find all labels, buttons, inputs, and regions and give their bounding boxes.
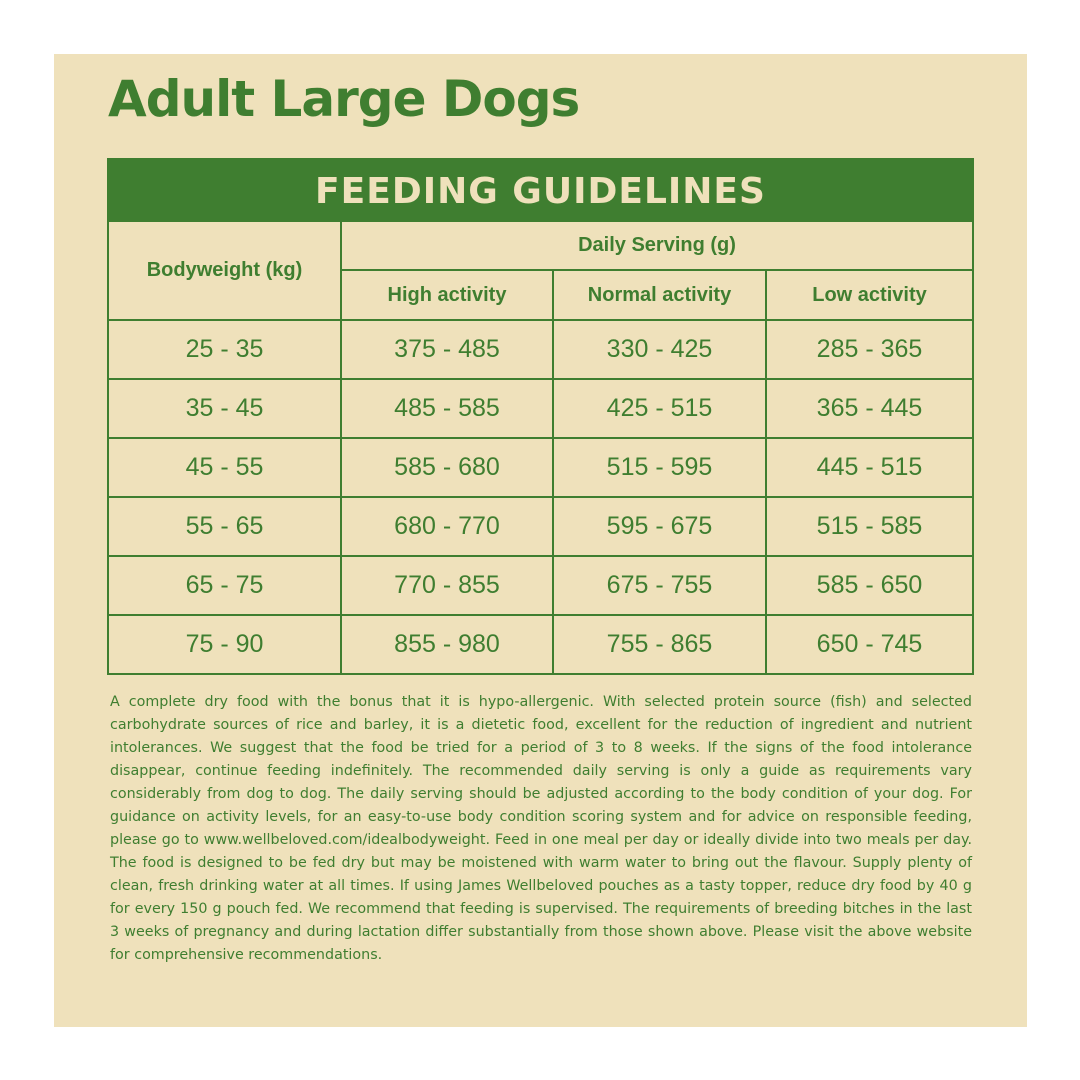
daily-serving-header: Daily Serving (g) xyxy=(341,222,972,270)
normal-activity-cell: 330 - 425 xyxy=(553,320,766,379)
bodyweight-cell: 45 - 55 xyxy=(109,438,341,497)
serving-table xyxy=(109,222,972,673)
high-activity-header: High activity xyxy=(341,270,553,320)
low-activity-cell: 515 - 585 xyxy=(766,497,972,556)
table-row xyxy=(109,497,972,556)
normal-activity-cell: 755 - 865 xyxy=(553,615,766,673)
high-activity-cell: 855 - 980 xyxy=(341,615,553,673)
low-activity-cell: 585 - 650 xyxy=(766,556,972,615)
low-activity-header: Low activity xyxy=(766,270,972,320)
bodyweight-cell: 75 - 90 xyxy=(109,615,341,673)
table-row xyxy=(109,556,972,615)
table-row xyxy=(109,320,972,379)
bodyweight-cell: 35 - 45 xyxy=(109,379,341,438)
high-activity-cell: 770 - 855 xyxy=(341,556,553,615)
normal-activity-cell: 515 - 595 xyxy=(553,438,766,497)
normal-activity-cell: 675 - 755 xyxy=(553,556,766,615)
high-activity-cell: 585 - 680 xyxy=(341,438,553,497)
table-row xyxy=(109,438,972,497)
high-activity-cell: 680 - 770 xyxy=(341,497,553,556)
normal-activity-cell: 595 - 675 xyxy=(553,497,766,556)
feeding-guide-card xyxy=(54,54,1027,1027)
low-activity-cell: 285 - 365 xyxy=(766,320,972,379)
table-header: FEEDING GUIDELINES xyxy=(109,160,972,222)
description-text: A complete dry food with the bonus that it is hypo-allergenic. With selected protein source (fish) and selected carbohydrate sources of rice and barley, it is a dietetic food, excellent for the reduction of ingredient and nutrient intolerances. We suggest that the food be tried for a period of 3 to 8 weeks. If the signs of the food intolerance disappear, continue feeding indefinitely. The recommended daily serving is only a guide as requirements vary considerably from dog to dog. The daily serving should be adjusted according to the body condition of your dog. For guidance on activity levels, for an easy-to-use body condition scoring system and for advice on responsible feeding, please go to www.wellbeloved.com/idealbodyweight. Feed in one meal per day or ideally divide into two meals per day. The food is designed to be fed dry but may be moistened with warm water to bring out the flavour. Supply plenty of clean, fresh drinking water at all times. If using James Wellbeloved pouches as a tasty topper, reduce dry food by 40 g for every 150 g pouch fed. We recommend that feeding is supervised. The requirements of breeding bitches in the last 3 weeks of pregnancy and during lactation differ substantially from those shown above. Please visit the above website for comprehensive recommendations. xyxy=(110,694,972,963)
normal-activity-cell: 425 - 515 xyxy=(553,379,766,438)
bodyweight-cell: 65 - 75 xyxy=(109,556,341,615)
high-activity-cell: 485 - 585 xyxy=(341,379,553,438)
low-activity-cell: 650 - 745 xyxy=(766,615,972,673)
normal-activity-header: Normal activity xyxy=(553,270,766,320)
bodyweight-cell: 55 - 65 xyxy=(109,497,341,556)
bodyweight-header: Bodyweight (kg) xyxy=(109,222,341,320)
high-activity-cell: 375 - 485 xyxy=(341,320,553,379)
feeding-guidelines-table xyxy=(107,158,974,675)
page-title: Adult Large Dogs xyxy=(108,70,580,128)
table-row xyxy=(109,615,972,673)
low-activity-cell: 365 - 445 xyxy=(766,379,972,438)
bodyweight-cell: 25 - 35 xyxy=(109,320,341,379)
low-activity-cell: 445 - 515 xyxy=(766,438,972,497)
table-row xyxy=(109,379,972,438)
